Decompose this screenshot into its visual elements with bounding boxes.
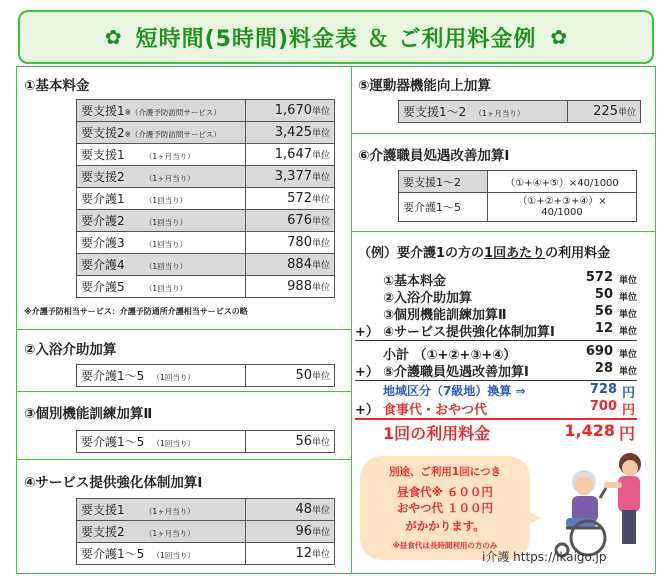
table-row (77, 188, 335, 210)
period-label: （1回当り） (156, 439, 195, 448)
table-row (77, 122, 335, 144)
example-item-value: 50 (594, 287, 613, 302)
table-row (399, 193, 637, 222)
unit-label: 単位 (618, 367, 637, 377)
level-label: 要支援2 (81, 126, 125, 140)
section-divider (17, 329, 351, 330)
table-row (77, 254, 335, 276)
level-label: 要介護1～5 (403, 201, 461, 214)
fee-value: 780 (287, 235, 312, 250)
unit-label: 単位 (311, 107, 330, 117)
fee-value: 56 (295, 434, 312, 449)
unit-label: 単位 (618, 293, 637, 303)
example-item-label: ③個別機能訓練加算Ⅱ (383, 308, 507, 323)
total-value: 1,428 (564, 421, 615, 440)
example-total (355, 421, 637, 443)
example-item-bath (355, 287, 637, 305)
fee-value: 96 (295, 524, 312, 539)
motor-fee-table (398, 100, 641, 123)
unit-label: 単位 (311, 528, 330, 538)
period-label: ※（介護予防訪問サービス） (124, 130, 221, 139)
example-title-text: （例）要介護1の方の (358, 246, 485, 261)
total-line (355, 418, 637, 420)
table-row (77, 210, 335, 232)
fee-value: 12 (295, 546, 312, 561)
meal-label: 食事代・おやつ代 (383, 403, 488, 418)
example-item-service (355, 321, 637, 339)
unit-label: 円 (621, 403, 635, 418)
section-divider (17, 391, 351, 392)
table-row (77, 543, 335, 565)
unit-label: 円 (621, 386, 635, 401)
title-banner (18, 10, 654, 64)
level-label: 要支援1～2 (403, 175, 461, 189)
subtotal-label: 小計 （①+②+③+④） (383, 348, 517, 363)
example-item-label: ④サービス提供強化体制加算Ⅰ (383, 325, 555, 340)
example-item-value: 572 (585, 270, 613, 285)
period-label: （1ヶ月当り） (148, 529, 195, 538)
fee-value: 572 (287, 191, 312, 206)
sum-line (355, 340, 637, 341)
period-label: （1ヶ月当り） (148, 152, 195, 161)
bubble-tail (520, 508, 542, 528)
level-label: 要支援1 (81, 148, 125, 162)
level-label: 要支援1 (81, 104, 125, 118)
unit-label: 単位 (311, 195, 330, 205)
unit-label: 単位 (311, 151, 330, 161)
example-item-value: 56 (594, 304, 613, 319)
section-divider (17, 459, 351, 460)
example-item-value: 12 (594, 321, 613, 336)
example-item-label: ①基本料金 (383, 274, 447, 289)
table-row (77, 144, 335, 166)
example-staff (355, 361, 637, 379)
period-label: （1回当り） (148, 240, 188, 249)
sum-line (355, 380, 637, 381)
bubble-line: 昼食代※ ６００円 (397, 485, 493, 499)
unit-label: 単位 (618, 327, 637, 337)
basic-fee-title: ①基本料金 (24, 78, 90, 94)
watermark: i介護 https://ikaigo.jp (482, 550, 607, 564)
total-label: 1回の利用料金 (383, 424, 491, 443)
staff-label: ⑤介護職員処遇改善加算Ⅰ (383, 365, 529, 380)
unit-label: 単位 (311, 129, 330, 139)
flower-icon: ✿ (104, 25, 122, 49)
level-label: 要介護5 (81, 280, 125, 294)
period-label: （1回当り） (148, 218, 188, 227)
table-row (77, 232, 335, 254)
plus-sign: +） (355, 365, 379, 380)
table-row (77, 521, 335, 543)
level-label: 要介護1～5 (81, 547, 145, 561)
unit-label: 単位 (311, 217, 330, 227)
staff-value: 28 (594, 361, 613, 376)
table-row (77, 365, 335, 387)
unit-label: 単位 (618, 350, 637, 360)
example-item-label: ②入浴介助加算 (383, 291, 473, 306)
level-label: 要介護1～5 (81, 369, 145, 383)
fee-value: 1,647 (274, 147, 312, 162)
example-title-text: の利用料金 (545, 246, 611, 261)
example-region (355, 382, 637, 400)
example-subtotal (355, 344, 637, 362)
bubble-line: がかかります。 (405, 519, 485, 533)
level-label: 要支援2 (81, 170, 125, 184)
period-label: （1ヶ月当り） (148, 507, 195, 516)
unit-label: 単位 (311, 550, 330, 560)
service-fee-table (76, 498, 335, 565)
formula-value: 40/1000 (541, 207, 583, 218)
level-label: 要介護1 (81, 192, 125, 206)
meal-note-bubble (360, 456, 530, 560)
bubble-line: おやつ代 １００円 (396, 501, 493, 515)
unit-label: 単位 (311, 173, 330, 183)
page-title: 短時間(5時間)料金表 ＆ ご利用料金例 (135, 26, 537, 52)
example-item-training (355, 304, 637, 322)
fee-value: 48 (295, 502, 312, 517)
wheelchair-illustration-icon (544, 448, 654, 560)
column-divider (351, 67, 352, 573)
motor-fee-title: ⑤運動器機能向上加算 (358, 78, 491, 94)
unit-label: 単位 (311, 506, 330, 516)
level-label: 要介護2 (81, 214, 125, 228)
footnote: ※介護予防相当サービス：介護予防通所介護相当サービスの略 (24, 307, 248, 316)
bath-fee-table (76, 364, 335, 387)
region-value: 728 (589, 382, 617, 397)
period-label: （1回当り） (148, 284, 188, 293)
table-row (77, 100, 335, 122)
table-row (77, 499, 335, 521)
formula-value: （①+④+⑤）×40/1000 (505, 178, 619, 189)
training-fee-title: ③個別機能訓練加算Ⅱ (24, 406, 153, 422)
example-title-emphasis: 1回あたり (484, 246, 546, 261)
fee-value: 3,377 (274, 169, 312, 184)
section-divider (352, 133, 655, 134)
period-label: （1回当り） (148, 262, 188, 271)
bath-fee-title: ②入浴介助加算 (24, 342, 117, 358)
section-divider (352, 231, 655, 232)
level-label: 要介護3 (81, 236, 125, 250)
table-row (399, 171, 637, 193)
table-row (77, 276, 335, 298)
fee-value: 676 (287, 213, 312, 228)
bubble-line: 別途、ご利用1回につき (388, 466, 502, 478)
level-label: 要支援2 (81, 525, 125, 539)
fee-value: 225 (593, 104, 618, 119)
fee-value: 988 (287, 279, 312, 294)
table-row (77, 166, 335, 188)
staff-fee-table (398, 170, 637, 222)
period-label: （1ヶ月当り） (148, 174, 195, 183)
unit-label: 単位 (618, 310, 637, 320)
unit-label: 単位 (311, 261, 330, 271)
example-meal (355, 399, 637, 417)
flower-icon: ✿ (550, 25, 568, 49)
subtotal-value: 690 (585, 344, 613, 359)
level-label: 要介護1～5 (81, 435, 145, 449)
staff-fee-title: ⑥介護職員処遇改善加算Ⅰ (358, 148, 510, 164)
period-label: （1回当り） (148, 196, 188, 205)
period-label: （1回当り） (156, 373, 195, 382)
period-label: （1回当り） (156, 551, 195, 560)
bubble-footnote: ※昼食代は長時間利用の方のみ (392, 541, 498, 550)
level-label: 要介護4 (81, 258, 125, 272)
example-title (358, 242, 610, 261)
level-label: 要支援1～2 (403, 105, 467, 119)
period-label: ※（介護予防訪問サービス） (124, 108, 221, 117)
unit-label: 単位 (311, 372, 330, 382)
unit-label: 単位 (311, 239, 330, 249)
unit-label: 単位 (311, 283, 330, 293)
fee-value: 3,425 (274, 125, 312, 140)
unit-label: 単位 (618, 276, 637, 286)
region-label: 地域区分（7級地）換算 ⇒ (383, 384, 526, 398)
training-fee-table (76, 430, 335, 453)
formula-value: （①+②+③+④）× (517, 196, 607, 207)
meal-value: 700 (589, 399, 617, 414)
service-fee-title: ④サービス提供強化体制加算Ⅰ (24, 475, 203, 491)
fee-value: 884 (287, 257, 312, 272)
plus-sign: +） (355, 325, 379, 340)
level-label: 要支援1 (81, 503, 125, 517)
table-row (399, 101, 641, 123)
period-label: （1ヶ月当り） (478, 109, 525, 118)
table-row (77, 431, 335, 453)
fee-value: 50 (295, 368, 312, 383)
basic-fee-table (76, 99, 335, 298)
unit-label: 単位 (311, 438, 330, 448)
fee-value: 1,670 (274, 103, 312, 118)
unit-label: 円 (618, 424, 635, 443)
plus-sign: +） (355, 403, 379, 418)
example-item-basic (355, 270, 637, 288)
unit-label: 単位 (617, 108, 636, 118)
